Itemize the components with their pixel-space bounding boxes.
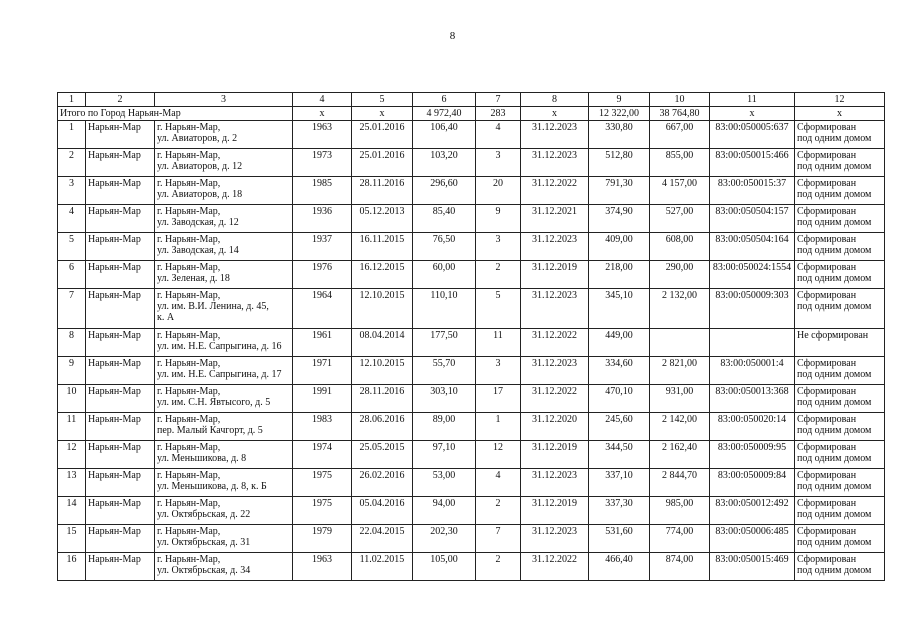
date-cell: 08.04.2014 [352, 329, 413, 357]
status-cell [795, 469, 885, 497]
value-cell: 245,60 [589, 413, 650, 441]
value-cell: 791,30 [589, 177, 650, 205]
column-header: 6 [413, 93, 476, 107]
status-cell [795, 413, 885, 441]
row-number-cell: 7 [58, 289, 86, 329]
table-row [58, 553, 885, 581]
status-cell [795, 441, 885, 469]
address-line: г. Нарьян-Мар, [157, 290, 221, 301]
status-line: под одним домом [797, 301, 872, 312]
status-cell [795, 121, 885, 149]
address-cell [155, 149, 293, 177]
status-line: Сформирован [797, 206, 857, 217]
date-cell: 26.02.2016 [352, 469, 413, 497]
table-row [58, 441, 885, 469]
city-cell: Нарьян-Мар [86, 497, 155, 525]
cadastral-cell: 83:00:050504:157 [710, 205, 795, 233]
plan-date-cell: 31.12.2023 [521, 121, 589, 149]
count-cell: 9 [476, 205, 521, 233]
address-line: ул. Октябрьская, д. 34 [157, 565, 251, 576]
plan-date-cell: 31.12.2019 [521, 441, 589, 469]
date-cell: 05.12.2013 [352, 205, 413, 233]
value-cell: 608,00 [650, 233, 710, 261]
address-cell [155, 289, 293, 329]
plan-date-cell: 31.12.2023 [521, 289, 589, 329]
address-line: г. Нарьян-Мар, [157, 554, 221, 565]
status-line: Сформирован [797, 290, 857, 301]
plan-date-cell: 31.12.2022 [521, 553, 589, 581]
value-cell: 330,80 [589, 121, 650, 149]
table-row [58, 357, 885, 385]
address-line: г. Нарьян-Мар, [157, 330, 221, 341]
status-line: Сформирован [797, 150, 857, 161]
row-number-cell: 5 [58, 233, 86, 261]
status-cell [795, 149, 885, 177]
table-row [58, 205, 885, 233]
address-cell [155, 121, 293, 149]
value-cell [650, 329, 710, 357]
plan-date-cell: 31.12.2023 [521, 525, 589, 553]
cadastral-cell: 83:00:050015:37 [710, 177, 795, 205]
status-line: под одним домом [797, 161, 872, 172]
status-line: Сформирован [797, 526, 857, 537]
table-row [58, 469, 885, 497]
table-row [58, 329, 885, 357]
address-cell [155, 553, 293, 581]
value-cell: 667,00 [650, 121, 710, 149]
status-line: под одним домом [797, 537, 872, 548]
value-cell: 409,00 [589, 233, 650, 261]
row-number-cell: 9 [58, 357, 86, 385]
table-row [58, 497, 885, 525]
area-cell: 53,00 [413, 469, 476, 497]
cadastral-cell: 83:00:050009:95 [710, 441, 795, 469]
row-number-cell: 10 [58, 385, 86, 413]
status-line: Сформирован [797, 122, 857, 133]
count-cell: 3 [476, 357, 521, 385]
table-row [58, 289, 885, 329]
cadastral-cell: 83:00:050012:492 [710, 497, 795, 525]
address-cell [155, 413, 293, 441]
status-line: Сформирован [797, 178, 857, 189]
date-cell: 05.04.2016 [352, 497, 413, 525]
address-cell [155, 177, 293, 205]
table-row [58, 121, 885, 149]
plan-date-cell: 31.12.2023 [521, 149, 589, 177]
date-cell: 25.05.2015 [352, 441, 413, 469]
value-cell: 334,60 [589, 357, 650, 385]
row-number-cell: 14 [58, 497, 86, 525]
area-cell: 94,00 [413, 497, 476, 525]
area-cell: 89,00 [413, 413, 476, 441]
value-cell: 470,10 [589, 385, 650, 413]
city-cell: Нарьян-Мар [86, 525, 155, 553]
year-cell: 1983 [293, 413, 352, 441]
area-cell: 202,30 [413, 525, 476, 553]
count-cell: 7 [476, 525, 521, 553]
year-cell: 1963 [293, 121, 352, 149]
total-cell: x [795, 107, 885, 121]
status-cell [795, 357, 885, 385]
date-cell: 28.11.2016 [352, 385, 413, 413]
value-cell: 2 162,40 [650, 441, 710, 469]
status-line: под одним домом [797, 217, 872, 228]
plan-date-cell: 31.12.2020 [521, 413, 589, 441]
value-cell: 874,00 [650, 553, 710, 581]
address-line: ул. Авиаторов, д. 2 [157, 133, 238, 144]
column-header: 8 [521, 93, 589, 107]
address-line: г. Нарьян-Мар, [157, 414, 221, 425]
date-cell: 12.10.2015 [352, 289, 413, 329]
status-cell [795, 177, 885, 205]
city-cell: Нарьян-Мар [86, 149, 155, 177]
row-number-cell: 1 [58, 121, 86, 149]
total-cell: 283 [476, 107, 521, 121]
address-line: ул. Октябрьская, д. 31 [157, 537, 251, 548]
status-cell [795, 289, 885, 329]
area-cell: 85,40 [413, 205, 476, 233]
cadastral-cell: 83:00:050015:466 [710, 149, 795, 177]
value-cell: 4 157,00 [650, 177, 710, 205]
table-row [58, 233, 885, 261]
city-cell: Нарьян-Мар [86, 177, 155, 205]
status-line: под одним домом [797, 425, 872, 436]
total-cell: x [521, 107, 589, 121]
address-line: г. Нарьян-Мар, [157, 234, 221, 245]
value-cell: 985,00 [650, 497, 710, 525]
value-cell: 344,50 [589, 441, 650, 469]
address-line: г. Нарьян-Мар, [157, 470, 221, 481]
address-line: ул. им. С.Н. Явтысого, д. 5 [157, 397, 271, 408]
value-cell: 931,00 [650, 385, 710, 413]
city-cell: Нарьян-Мар [86, 413, 155, 441]
count-cell: 17 [476, 385, 521, 413]
count-cell: 11 [476, 329, 521, 357]
status-line: Сформирован [797, 358, 857, 369]
column-header: 4 [293, 93, 352, 107]
count-cell: 2 [476, 497, 521, 525]
status-line: Не сформирован [797, 330, 869, 341]
address-cell [155, 469, 293, 497]
value-cell: 2 821,00 [650, 357, 710, 385]
area-cell: 110,10 [413, 289, 476, 329]
status-line: под одним домом [797, 369, 872, 380]
row-number-cell: 15 [58, 525, 86, 553]
year-cell: 1974 [293, 441, 352, 469]
cadastral-cell: 83:00:050024:1554 [710, 261, 795, 289]
row-number-cell: 4 [58, 205, 86, 233]
address-line: г. Нарьян-Мар, [157, 358, 221, 369]
year-cell: 1985 [293, 177, 352, 205]
status-line: под одним домом [797, 133, 872, 144]
area-cell: 103,20 [413, 149, 476, 177]
value-cell: 337,30 [589, 497, 650, 525]
value-cell: 531,60 [589, 525, 650, 553]
city-cell: Нарьян-Мар [86, 469, 155, 497]
table-row [58, 149, 885, 177]
status-line: Сформирован [797, 262, 857, 273]
area-cell: 105,00 [413, 553, 476, 581]
value-cell: 449,00 [589, 329, 650, 357]
address-cell [155, 525, 293, 553]
count-cell: 1 [476, 413, 521, 441]
row-number-cell: 3 [58, 177, 86, 205]
date-cell: 22.04.2015 [352, 525, 413, 553]
value-cell: 290,00 [650, 261, 710, 289]
value-cell: 337,10 [589, 469, 650, 497]
address-line: ул. Авиаторов, д. 12 [157, 161, 243, 172]
total-cell: x [293, 107, 352, 121]
address-cell [155, 497, 293, 525]
city-cell: Нарьян-Мар [86, 205, 155, 233]
status-cell [795, 553, 885, 581]
count-cell: 12 [476, 441, 521, 469]
cadastral-cell: 83:00:050504:164 [710, 233, 795, 261]
cadastral-cell: 83:00:050006:485 [710, 525, 795, 553]
address-cell [155, 233, 293, 261]
value-cell: 2 132,00 [650, 289, 710, 329]
row-number-cell: 12 [58, 441, 86, 469]
plan-date-cell: 31.12.2023 [521, 233, 589, 261]
year-cell: 1963 [293, 553, 352, 581]
address-cell [155, 357, 293, 385]
status-cell [795, 261, 885, 289]
header-row [58, 93, 885, 107]
plan-date-cell: 31.12.2021 [521, 205, 589, 233]
area-cell: 303,10 [413, 385, 476, 413]
address-line: г. Нарьян-Мар, [157, 526, 221, 537]
address-line: к. А [157, 312, 175, 323]
address-line: г. Нарьян-Мар, [157, 150, 221, 161]
year-cell: 1975 [293, 469, 352, 497]
status-line: под одним домом [797, 481, 872, 492]
address-line: ул. им. В.И. Ленина, д. 45, [157, 301, 269, 312]
row-number-cell: 16 [58, 553, 86, 581]
row-number-cell: 13 [58, 469, 86, 497]
address-line: ул. Зеленая, д. 18 [157, 273, 230, 284]
total-cell: x [352, 107, 413, 121]
cadastral-cell: 83:00:050015:469 [710, 553, 795, 581]
city-cell: Нарьян-Мар [86, 289, 155, 329]
cadastral-cell: 83:00:050013:368 [710, 385, 795, 413]
row-number-cell: 11 [58, 413, 86, 441]
address-cell [155, 329, 293, 357]
year-cell: 1961 [293, 329, 352, 357]
address-line: ул. им. Н.Е. Сапрыгина, д. 17 [157, 369, 282, 380]
status-cell [795, 525, 885, 553]
row-number-cell: 6 [58, 261, 86, 289]
city-cell: Нарьян-Мар [86, 261, 155, 289]
area-cell: 97,10 [413, 441, 476, 469]
plan-date-cell: 31.12.2022 [521, 177, 589, 205]
count-cell: 3 [476, 149, 521, 177]
cadastral-cell: 83:00:050009:84 [710, 469, 795, 497]
total-cell: 4 972,40 [413, 107, 476, 121]
count-cell: 3 [476, 233, 521, 261]
date-cell: 16.12.2015 [352, 261, 413, 289]
status-line: под одним домом [797, 273, 872, 284]
date-cell: 25.01.2016 [352, 121, 413, 149]
address-line: г. Нарьян-Мар, [157, 178, 221, 189]
value-cell: 345,10 [589, 289, 650, 329]
date-cell: 25.01.2016 [352, 149, 413, 177]
count-cell: 4 [476, 469, 521, 497]
status-line: Сформирован [797, 234, 857, 245]
area-cell: 106,40 [413, 121, 476, 149]
status-cell [795, 205, 885, 233]
address-line: ул. Октябрьская, д. 22 [157, 509, 251, 520]
address-line: г. Нарьян-Мар, [157, 122, 221, 133]
column-header: 5 [352, 93, 413, 107]
status-line: Сформирован [797, 442, 857, 453]
value-cell: 2 142,00 [650, 413, 710, 441]
count-cell: 20 [476, 177, 521, 205]
status-line: Сформирован [797, 470, 857, 481]
status-line: под одним домом [797, 245, 872, 256]
column-header: 7 [476, 93, 521, 107]
address-line: пер. Малый Качгорт, д. 5 [157, 425, 263, 436]
count-cell: 2 [476, 261, 521, 289]
value-cell: 218,00 [589, 261, 650, 289]
address-line: г. Нарьян-Мар, [157, 386, 221, 397]
value-cell: 774,00 [650, 525, 710, 553]
address-line: ул. Заводская, д. 14 [157, 245, 239, 256]
column-header: 10 [650, 93, 710, 107]
status-line: под одним домом [797, 397, 872, 408]
total-cell: 12 322,00 [589, 107, 650, 121]
value-cell: 466,40 [589, 553, 650, 581]
value-cell: 527,00 [650, 205, 710, 233]
year-cell: 1973 [293, 149, 352, 177]
city-cell: Нарьян-Мар [86, 553, 155, 581]
year-cell: 1975 [293, 497, 352, 525]
year-cell: 1979 [293, 525, 352, 553]
value-cell: 374,90 [589, 205, 650, 233]
status-line: Сформирован [797, 498, 857, 509]
plan-date-cell: 31.12.2019 [521, 261, 589, 289]
plan-date-cell: 31.12.2019 [521, 497, 589, 525]
table-row [58, 261, 885, 289]
table-row [58, 413, 885, 441]
city-cell: Нарьян-Мар [86, 357, 155, 385]
area-cell: 296,60 [413, 177, 476, 205]
total-cell: x [710, 107, 795, 121]
housing-table [57, 92, 885, 581]
address-line: г. Нарьян-Мар, [157, 498, 221, 509]
count-cell: 4 [476, 121, 521, 149]
value-cell: 512,80 [589, 149, 650, 177]
status-line: Сформирован [797, 554, 857, 565]
value-cell: 2 844,70 [650, 469, 710, 497]
column-header: 11 [710, 93, 795, 107]
table-row [58, 385, 885, 413]
plan-date-cell: 31.12.2023 [521, 469, 589, 497]
status-line: Сформирован [797, 414, 857, 425]
area-cell: 60,00 [413, 261, 476, 289]
city-cell: Нарьян-Мар [86, 233, 155, 261]
cadastral-cell: 83:00:050001:4 [710, 357, 795, 385]
status-line: под одним домом [797, 509, 872, 520]
date-cell: 12.10.2015 [352, 357, 413, 385]
address-cell [155, 261, 293, 289]
column-header: 3 [155, 93, 293, 107]
table-row [58, 525, 885, 553]
status-line: под одним домом [797, 189, 872, 200]
status-line: под одним домом [797, 453, 872, 464]
year-cell: 1964 [293, 289, 352, 329]
total-cell: 38 764,80 [650, 107, 710, 121]
address-cell [155, 205, 293, 233]
date-cell: 16.11.2015 [352, 233, 413, 261]
cadastral-cell: 83:00:050020:14 [710, 413, 795, 441]
status-cell [795, 385, 885, 413]
status-line: Сформирован [797, 386, 857, 397]
column-header: 2 [86, 93, 155, 107]
address-line: ул. Меньшикова, д. 8 [157, 453, 247, 464]
column-header: 9 [589, 93, 650, 107]
cadastral-cell: 83:00:050005:637 [710, 121, 795, 149]
column-header: 12 [795, 93, 885, 107]
address-cell [155, 441, 293, 469]
address-line: г. Нарьян-Мар, [157, 442, 221, 453]
city-cell: Нарьян-Мар [86, 329, 155, 357]
address-line: г. Нарьян-Мар, [157, 206, 221, 217]
plan-date-cell: 31.12.2022 [521, 329, 589, 357]
status-cell [795, 233, 885, 261]
plan-date-cell: 31.12.2023 [521, 357, 589, 385]
count-cell: 5 [476, 289, 521, 329]
city-cell: Нарьян-Мар [86, 121, 155, 149]
city-cell: Нарьян-Мар [86, 385, 155, 413]
address-line: ул. им. Н.Е. Сапрыгина, д. 16 [157, 341, 282, 352]
total-row [58, 107, 885, 121]
row-number-cell: 8 [58, 329, 86, 357]
address-cell [155, 385, 293, 413]
table-row [58, 177, 885, 205]
address-line: ул. Меньшикова, д. 8, к. Б [157, 481, 267, 492]
address-line: ул. Авиаторов, д. 18 [157, 189, 243, 200]
year-cell: 1976 [293, 261, 352, 289]
cadastral-cell: 83:00:050009:303 [710, 289, 795, 329]
area-cell: 55,70 [413, 357, 476, 385]
date-cell: 11.02.2015 [352, 553, 413, 581]
plan-date-cell: 31.12.2022 [521, 385, 589, 413]
year-cell: 1971 [293, 357, 352, 385]
page-number: 8 [449, 30, 456, 42]
value-cell: 855,00 [650, 149, 710, 177]
city-cell: Нарьян-Мар [86, 441, 155, 469]
cadastral-cell [710, 329, 795, 357]
total-label: Итого по Город Нарьян-Мар [58, 107, 293, 121]
date-cell: 28.06.2016 [352, 413, 413, 441]
status-line: под одним домом [797, 565, 872, 576]
date-cell: 28.11.2016 [352, 177, 413, 205]
status-cell [795, 329, 885, 357]
year-cell: 1991 [293, 385, 352, 413]
year-cell: 1937 [293, 233, 352, 261]
year-cell: 1936 [293, 205, 352, 233]
area-cell: 177,50 [413, 329, 476, 357]
status-cell [795, 497, 885, 525]
area-cell: 76,50 [413, 233, 476, 261]
address-line: г. Нарьян-Мар, [157, 262, 221, 273]
column-header: 1 [58, 93, 86, 107]
count-cell: 2 [476, 553, 521, 581]
row-number-cell: 2 [58, 149, 86, 177]
address-line: ул. Заводская, д. 12 [157, 217, 239, 228]
